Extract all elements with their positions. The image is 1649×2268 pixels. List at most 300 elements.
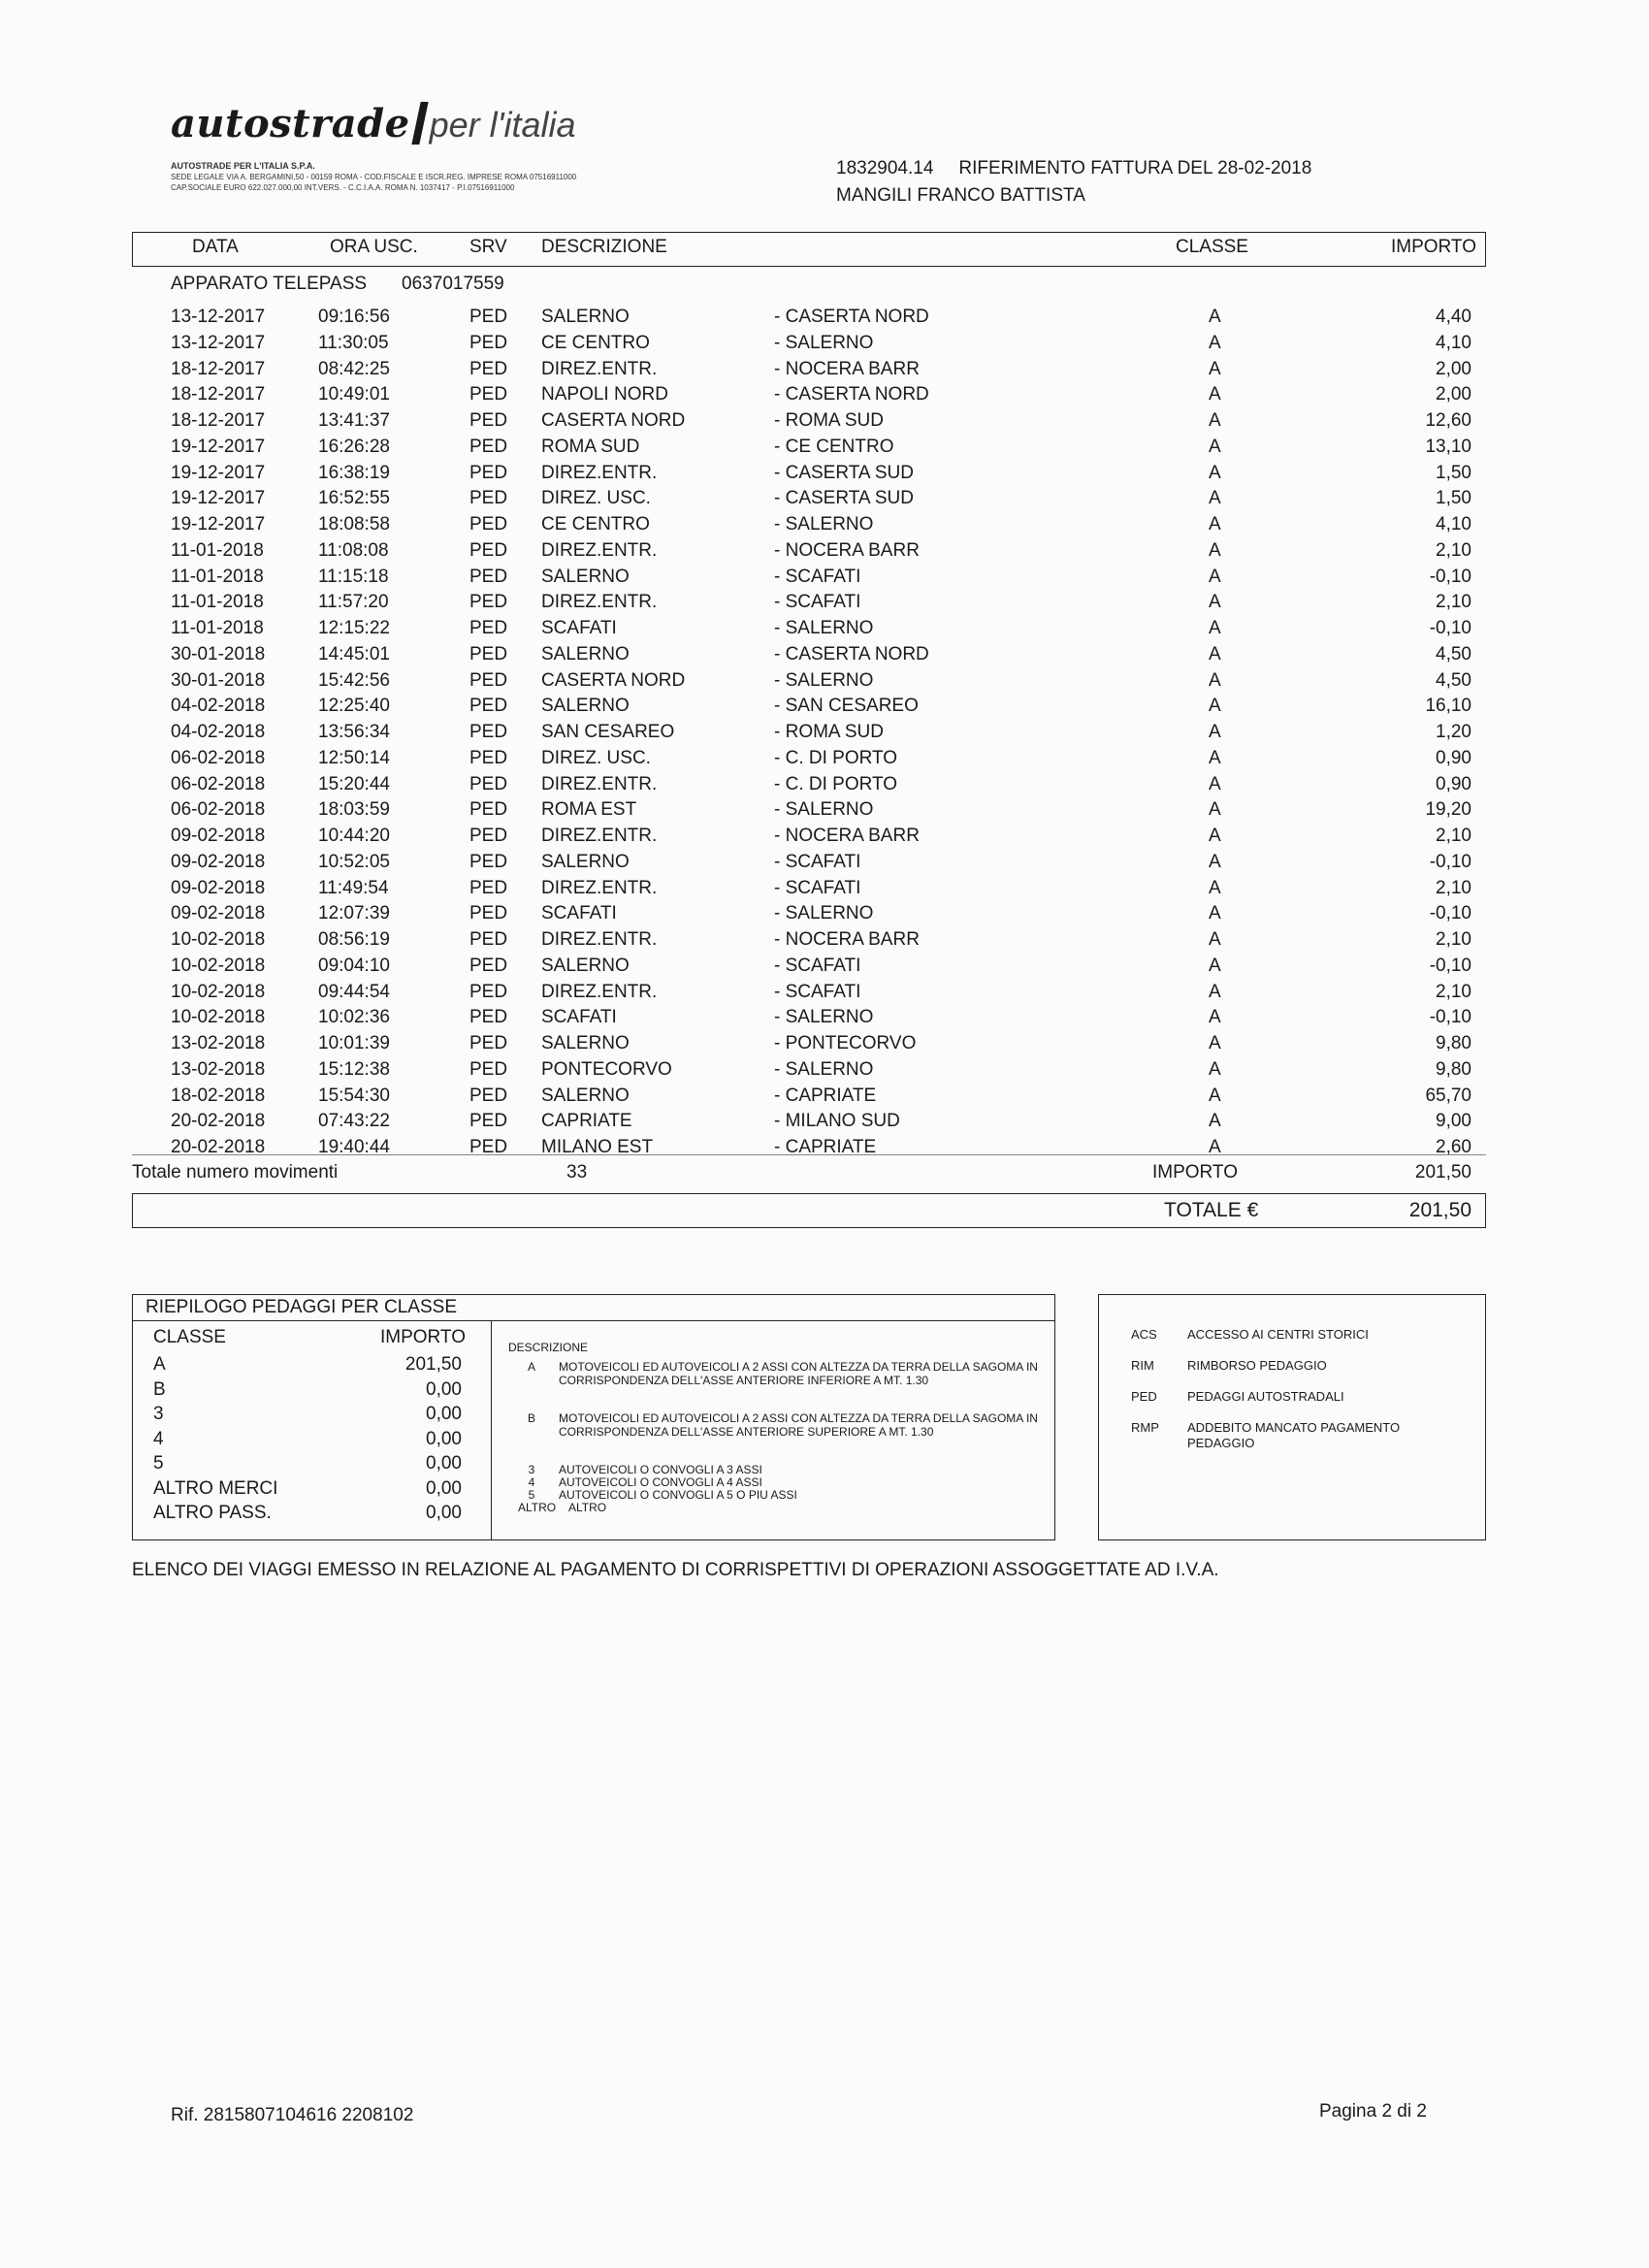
row-class: A — [1209, 514, 1221, 535]
row-date: 19-12-2017 — [171, 488, 266, 509]
row-amount: 2,10 — [1436, 826, 1471, 846]
table-row — [0, 852, 1649, 878]
importo-value: 201,50 — [1414, 1162, 1471, 1183]
row-class: A — [1209, 1111, 1221, 1132]
row-entry: SALERNO — [541, 1085, 630, 1106]
row-exit: - CE CENTRO — [774, 436, 894, 457]
recap-amount: 0,00 — [426, 1477, 462, 1499]
row-entry: DIREZ.ENTR. — [541, 773, 658, 794]
row-date: 19-12-2017 — [171, 436, 266, 457]
row-exit: - SCAFATI — [774, 851, 861, 872]
row-srv: PED — [469, 307, 508, 327]
table-row — [0, 982, 1649, 1008]
row-exit: - SALERNO — [774, 1058, 874, 1080]
row-class: A — [1209, 929, 1221, 950]
row-exit: - C. DI PORTO — [774, 773, 898, 794]
table-row — [0, 618, 1649, 644]
recap-class: ALTRO MERCI — [153, 1477, 278, 1499]
legend-code: PED — [1131, 1389, 1157, 1404]
row-exit: - SALERNO — [774, 1007, 874, 1028]
legend-code: ACS — [1131, 1327, 1157, 1342]
row-entry: SALERNO — [541, 955, 630, 976]
company-info — [171, 161, 576, 193]
table-row — [0, 384, 1649, 410]
row-class: A — [1209, 539, 1221, 561]
logo-bar-icon — [411, 102, 428, 145]
row-time: 18:03:59 — [318, 799, 390, 821]
row-exit: - SCAFATI — [774, 566, 861, 587]
row-amount: 2,10 — [1436, 877, 1471, 898]
row-exit: - SALERNO — [774, 332, 874, 353]
table-row — [0, 410, 1649, 437]
row-exit: - SALERNO — [774, 799, 874, 821]
table-row — [0, 1111, 1649, 1137]
row-entry: SALERNO — [541, 566, 630, 587]
row-srv: PED — [469, 669, 508, 691]
table-row — [0, 437, 1649, 463]
row-srv: PED — [469, 799, 508, 821]
row-amount: 9,00 — [1436, 1111, 1471, 1132]
importo-label: IMPORTO — [1152, 1162, 1238, 1183]
table-row — [0, 670, 1649, 697]
row-entry: DIREZ.ENTR. — [541, 877, 658, 898]
row-time: 14:45:01 — [318, 643, 390, 664]
row-entry: SAN CESAREO — [541, 722, 675, 742]
col-header-srv: SRV — [469, 237, 507, 257]
row-exit: - SCAFATI — [774, 592, 861, 613]
recap-class: 4 — [153, 1428, 164, 1449]
row-date: 10-02-2018 — [171, 955, 266, 976]
row-exit: - CASERTA NORD — [774, 643, 929, 664]
row-date: 13-02-2018 — [171, 1033, 266, 1053]
row-class: A — [1209, 307, 1221, 327]
row-amount: 9,80 — [1436, 1058, 1471, 1080]
row-srv: PED — [469, 1033, 508, 1053]
row-srv: PED — [469, 877, 508, 898]
table-row — [0, 592, 1649, 618]
row-class: A — [1209, 1033, 1221, 1053]
row-exit: - CASERTA NORD — [774, 307, 929, 327]
row-exit: - C. DI PORTO — [774, 747, 898, 768]
recap-class: A — [153, 1354, 166, 1375]
row-entry: SALERNO — [541, 307, 630, 327]
row-amount: 2,10 — [1436, 592, 1471, 613]
col-header-amount: IMPORTO — [1391, 237, 1476, 257]
table-row — [0, 488, 1649, 514]
row-exit: - PONTECORVO — [774, 1033, 917, 1053]
legend-text: ADDEBITO MANCATO PAGAMENTO PEDAGGIO — [1187, 1420, 1401, 1450]
row-srv: PED — [469, 981, 508, 1002]
row-entry: CE CENTRO — [541, 514, 650, 535]
row-class: A — [1209, 488, 1221, 509]
row-srv: PED — [469, 851, 508, 872]
row-exit: - NOCERA BARR — [774, 826, 920, 846]
recap-class: 5 — [153, 1453, 164, 1474]
row-entry: DIREZ. USC. — [541, 488, 651, 509]
movements-label: Totale numero movimenti — [132, 1162, 339, 1183]
row-amount: -0,10 — [1429, 851, 1471, 872]
row-time: 08:42:25 — [318, 358, 390, 379]
table-row — [0, 722, 1649, 748]
class-text: AUTOVEICOLI O CONVOGLI A 4 ASSI — [559, 1475, 762, 1489]
table-row — [0, 748, 1649, 774]
table-row — [0, 774, 1649, 800]
recap-col-amount: IMPORTO — [380, 1327, 466, 1347]
row-time: 19:40:44 — [318, 1137, 390, 1157]
row-class: A — [1209, 696, 1221, 717]
col-header-class: CLASSE — [1176, 237, 1248, 257]
recap-class: 3 — [153, 1404, 164, 1424]
row-time: 09:16:56 — [318, 307, 390, 327]
table-row — [0, 307, 1649, 333]
row-exit: - SALERNO — [774, 903, 874, 924]
row-srv: PED — [469, 436, 508, 457]
recap-divider — [491, 1321, 492, 1540]
row-entry: ROMA SUD — [541, 436, 640, 457]
class-text: MOTOVEICOLI ED AUTOVEICOLI A 2 ASSI CON ALTEZZA DA TERRA DELLA SAGOMA IN CORRISPONDENZA DELL'ASSE ANTERIORE SUPERIORE A MT. 1.30 — [559, 1411, 1038, 1439]
row-exit: - SCAFATI — [774, 955, 861, 976]
recap-amount: 0,00 — [426, 1503, 462, 1523]
recap-amount: 0,00 — [426, 1428, 462, 1449]
totale-value: 201,50 — [1408, 1199, 1471, 1221]
row-exit: - SCAFATI — [774, 981, 861, 1002]
device-label: APPARATO TELEPASS — [171, 274, 368, 294]
row-date: 13-12-2017 — [171, 307, 266, 327]
class-text: AUTOVEICOLI O CONVOGLI A 3 ASSI — [559, 1463, 762, 1476]
table-row — [0, 1007, 1649, 1033]
row-date: 18-12-2017 — [171, 410, 266, 431]
table-row — [0, 799, 1649, 826]
row-amount: 12,60 — [1425, 410, 1471, 431]
customer-name: MANGILI FRANCO BATTISTA — [836, 185, 1085, 206]
class-code: A — [527, 1360, 535, 1374]
table-row — [0, 359, 1649, 385]
row-srv: PED — [469, 514, 508, 535]
row-srv: PED — [469, 773, 508, 794]
table-row — [0, 1059, 1649, 1085]
row-time: 08:56:19 — [318, 929, 390, 950]
row-amount: 19,20 — [1425, 799, 1471, 821]
class-code: 5 — [528, 1488, 535, 1502]
row-class: A — [1209, 436, 1221, 457]
row-srv: PED — [469, 747, 508, 768]
page-number: Pagina 2 di 2 — [1319, 2101, 1427, 2122]
row-date: 09-02-2018 — [171, 877, 266, 898]
row-exit: - ROMA SUD — [774, 410, 884, 431]
recap-amount: 201,50 — [404, 1354, 462, 1375]
row-srv: PED — [469, 618, 508, 638]
row-entry: DIREZ.ENTR. — [541, 539, 658, 561]
invoice-reference — [836, 155, 1311, 210]
table-row — [0, 956, 1649, 982]
row-class: A — [1209, 826, 1221, 846]
row-amount: 4,40 — [1436, 307, 1471, 327]
table-row — [0, 1033, 1649, 1059]
row-class: A — [1209, 981, 1221, 1002]
row-srv: PED — [469, 1085, 508, 1106]
row-entry: DIREZ.ENTR. — [541, 462, 658, 483]
row-time: 15:42:56 — [318, 669, 390, 691]
row-srv: PED — [469, 539, 508, 561]
row-time: 10:01:39 — [318, 1033, 390, 1053]
row-time: 11:15:18 — [318, 566, 389, 587]
row-date: 20-02-2018 — [171, 1137, 266, 1157]
recap-amount: 0,00 — [426, 1453, 462, 1474]
row-class: A — [1209, 462, 1221, 483]
row-amount: 2,00 — [1436, 358, 1471, 379]
row-class: A — [1209, 877, 1221, 898]
row-entry: SALERNO — [541, 643, 630, 664]
table-row — [0, 333, 1649, 359]
legend-text: PEDAGGI AUTOSTRADALI — [1187, 1389, 1344, 1404]
row-srv: PED — [469, 384, 508, 405]
row-date: 20-02-2018 — [171, 1111, 266, 1132]
row-time: 12:15:22 — [318, 618, 390, 638]
row-time: 12:07:39 — [318, 903, 390, 924]
row-class: A — [1209, 358, 1221, 379]
row-entry: PONTECORVO — [541, 1058, 672, 1080]
table-row — [0, 644, 1649, 670]
row-date: 18-12-2017 — [171, 384, 266, 405]
description-title: DESCRIZIONE — [508, 1341, 589, 1354]
row-date: 30-01-2018 — [171, 669, 266, 691]
legend-text: RIMBORSO PEDAGGIO — [1187, 1358, 1327, 1373]
row-time: 15:12:38 — [318, 1058, 390, 1080]
row-amount: -0,10 — [1429, 566, 1471, 587]
company-capital: CAP.SOCIALE EURO 622.027.000,00 INT.VERS. - C.C.I.A.A. ROMA N. 1037417 - P.I.07516911000 — [171, 183, 515, 192]
row-time: 11:49:54 — [318, 877, 389, 898]
row-entry: ROMA EST — [541, 799, 637, 821]
row-class: A — [1209, 592, 1221, 613]
row-srv: PED — [469, 410, 508, 431]
row-time: 16:26:28 — [318, 436, 390, 457]
row-class: A — [1209, 669, 1221, 691]
row-class: A — [1209, 618, 1221, 638]
row-amount: 1,50 — [1436, 462, 1471, 483]
row-srv: PED — [469, 955, 508, 976]
row-time: 10:02:36 — [318, 1007, 390, 1028]
row-class: A — [1209, 384, 1221, 405]
total-box — [132, 1193, 1486, 1228]
row-time: 10:44:20 — [318, 826, 390, 846]
row-srv: PED — [469, 826, 508, 846]
class-code: B — [527, 1411, 535, 1425]
row-class: A — [1209, 747, 1221, 768]
row-class: A — [1209, 955, 1221, 976]
table-row — [0, 826, 1649, 852]
row-time: 10:49:01 — [318, 384, 390, 405]
row-entry: SALERNO — [541, 696, 630, 717]
row-entry: MILANO EST — [541, 1137, 654, 1157]
recap-class: ALTRO PASS. — [153, 1503, 272, 1523]
class-text: MOTOVEICOLI ED AUTOVEICOLI A 2 ASSI CON ALTEZZA DA TERRA DELLA SAGOMA IN CORRISPONDENZA DELL'ASSE ANTERIORE INFERIORE A MT. 1.30 — [559, 1360, 1038, 1387]
row-class: A — [1209, 1007, 1221, 1028]
row-srv: PED — [469, 488, 508, 509]
row-amount: 4,50 — [1436, 643, 1471, 664]
row-time: 13:41:37 — [318, 410, 390, 431]
row-date: 30-01-2018 — [171, 643, 266, 664]
row-class: A — [1209, 1085, 1221, 1106]
row-date: 09-02-2018 — [171, 826, 266, 846]
row-amount: 1,50 — [1436, 488, 1471, 509]
row-amount: 9,80 — [1436, 1033, 1471, 1053]
row-class: A — [1209, 643, 1221, 664]
row-date: 06-02-2018 — [171, 747, 266, 768]
row-time: 10:52:05 — [318, 851, 390, 872]
row-date: 13-02-2018 — [171, 1058, 266, 1080]
row-entry: CAPRIATE — [541, 1111, 632, 1132]
vat-note: ELENCO DEI VIAGGI EMESSO IN RELAZIONE AL PAGAMENTO DI CORRISPETTIVI DI OPERAZIONI ASSOGGETTATE AD I.V.A. — [132, 1560, 1219, 1580]
recap-class: B — [153, 1378, 166, 1400]
row-exit: - CASERTA NORD — [774, 384, 929, 405]
row-time: 12:25:40 — [318, 696, 390, 717]
row-amount: 0,90 — [1436, 747, 1471, 768]
row-date: 11-01-2018 — [171, 539, 264, 561]
row-exit: - SAN CESAREO — [774, 696, 919, 717]
row-time: 11:08:08 — [318, 539, 389, 561]
row-entry: SALERNO — [541, 851, 630, 872]
row-srv: PED — [469, 1058, 508, 1080]
movements-count: 33 — [566, 1162, 588, 1183]
legend-code: RMP — [1131, 1420, 1159, 1435]
row-amount: 2,00 — [1436, 384, 1471, 405]
row-amount: 1,20 — [1436, 722, 1471, 742]
row-time: 18:08:58 — [318, 514, 390, 535]
row-date: 10-02-2018 — [171, 1007, 266, 1028]
recap-amount: 0,00 — [426, 1404, 462, 1424]
class-code: 3 — [528, 1463, 535, 1476]
row-amount: 2,60 — [1436, 1137, 1471, 1157]
row-amount: 16,10 — [1425, 696, 1471, 717]
row-srv: PED — [469, 358, 508, 379]
row-amount: -0,10 — [1429, 903, 1471, 924]
row-class: A — [1209, 722, 1221, 742]
row-amount: 4,10 — [1436, 332, 1471, 353]
table-row — [0, 903, 1649, 929]
row-exit: - CAPRIATE — [774, 1085, 877, 1106]
col-header-time: ORA USC. — [330, 237, 418, 257]
row-date: 19-12-2017 — [171, 514, 266, 535]
table-row — [0, 1137, 1649, 1163]
row-srv: PED — [469, 903, 508, 924]
row-date: 10-02-2018 — [171, 981, 266, 1002]
row-date: 11-01-2018 — [171, 618, 264, 638]
row-entry: CASERTA NORD — [541, 669, 686, 691]
row-entry: DIREZ.ENTR. — [541, 929, 658, 950]
row-srv: PED — [469, 462, 508, 483]
row-amount: 4,10 — [1436, 514, 1471, 535]
table-row — [0, 540, 1649, 567]
table-row — [0, 1085, 1649, 1112]
row-date: 18-12-2017 — [171, 358, 266, 379]
class-recap-title: RIEPILOGO PEDAGGI PER CLASSE — [146, 1297, 457, 1317]
row-srv: PED — [469, 1111, 508, 1132]
document-number: 1832904.14 — [836, 158, 934, 178]
row-date: 04-02-2018 — [171, 696, 266, 717]
row-srv: PED — [469, 592, 508, 613]
class-recap-title-bar — [132, 1294, 1055, 1321]
device-number: 0637017559 — [402, 274, 504, 294]
row-entry: DIREZ. USC. — [541, 747, 651, 768]
row-amount: -0,10 — [1429, 1007, 1471, 1028]
table-row — [0, 929, 1649, 956]
logo-wordmark: autostrade — [171, 101, 410, 146]
legend-code: RIM — [1131, 1358, 1154, 1373]
row-exit: - MILANO SUD — [774, 1111, 900, 1132]
row-srv: PED — [469, 1007, 508, 1028]
row-exit: - ROMA SUD — [774, 722, 884, 742]
row-class: A — [1209, 799, 1221, 821]
class-text: ALTRO — [568, 1501, 607, 1514]
class-text: AUTOVEICOLI O CONVOGLI A 5 O PIU ASSI — [559, 1488, 797, 1502]
row-amount: 2,10 — [1436, 981, 1471, 1002]
row-exit: - CAPRIATE — [774, 1137, 877, 1157]
row-exit: - CASERTA SUD — [774, 462, 914, 483]
row-exit: - SALERNO — [774, 669, 874, 691]
row-class: A — [1209, 1058, 1221, 1080]
company-name: AUTOSTRADE PER L'ITALIA S.P.A. — [171, 161, 315, 171]
row-time: 11:57:20 — [318, 592, 389, 613]
row-entry: SCAFATI — [541, 1007, 617, 1028]
row-amount: 2,10 — [1436, 929, 1471, 950]
row-time: 15:54:30 — [318, 1085, 390, 1106]
row-date: 06-02-2018 — [171, 799, 266, 821]
row-class: A — [1209, 773, 1221, 794]
row-entry: SALERNO — [541, 1033, 630, 1053]
row-entry: DIREZ.ENTR. — [541, 826, 658, 846]
row-date: 11-01-2018 — [171, 592, 264, 613]
row-date: 06-02-2018 — [171, 773, 266, 794]
row-amount: 4,50 — [1436, 669, 1471, 691]
reference-code: Rif. 2815807104616 2208102 — [171, 2105, 414, 2125]
row-srv: PED — [469, 1137, 508, 1157]
row-srv: PED — [469, 332, 508, 353]
totale-label: TOTALE € — [1164, 1199, 1259, 1221]
row-class: A — [1209, 903, 1221, 924]
row-amount: -0,10 — [1429, 618, 1471, 638]
row-exit: - NOCERA BARR — [774, 358, 920, 379]
recap-amount: 0,00 — [426, 1378, 462, 1400]
row-class: A — [1209, 566, 1221, 587]
legend-text: ACCESSO AI CENTRI STORICI — [1187, 1327, 1369, 1342]
row-time: 12:50:14 — [318, 747, 390, 768]
row-time: 15:20:44 — [318, 773, 390, 794]
row-amount: 2,10 — [1436, 539, 1471, 561]
row-exit: - SCAFATI — [774, 877, 861, 898]
row-time: 13:56:34 — [318, 722, 390, 742]
row-date: 18-02-2018 — [171, 1085, 266, 1106]
row-entry: CASERTA NORD — [541, 410, 686, 431]
row-srv: PED — [469, 929, 508, 950]
row-exit: - SALERNO — [774, 514, 874, 535]
class-code: 4 — [528, 1475, 535, 1489]
row-class: A — [1209, 851, 1221, 872]
row-time: 09:44:54 — [318, 981, 390, 1002]
row-class: A — [1209, 1137, 1221, 1157]
col-header-description: DESCRIZIONE — [541, 237, 667, 257]
logo-tagline: per l'italia — [429, 105, 576, 145]
table-row — [0, 463, 1649, 489]
row-srv: PED — [469, 566, 508, 587]
company-address: SEDE LEGALE VIA A. BERGAMINI,50 - 00159 ROMA - COD.FISCALE E ISCR.REG. IMPRESE ROMA 07516911000 — [171, 173, 577, 181]
row-entry: DIREZ.ENTR. — [541, 358, 658, 379]
table-row — [0, 696, 1649, 722]
row-time: 09:04:10 — [318, 955, 390, 976]
row-entry: SCAFATI — [541, 903, 617, 924]
row-amount: 13,10 — [1425, 436, 1471, 457]
row-time: 16:52:55 — [318, 488, 390, 509]
table-divider — [132, 1154, 1486, 1155]
